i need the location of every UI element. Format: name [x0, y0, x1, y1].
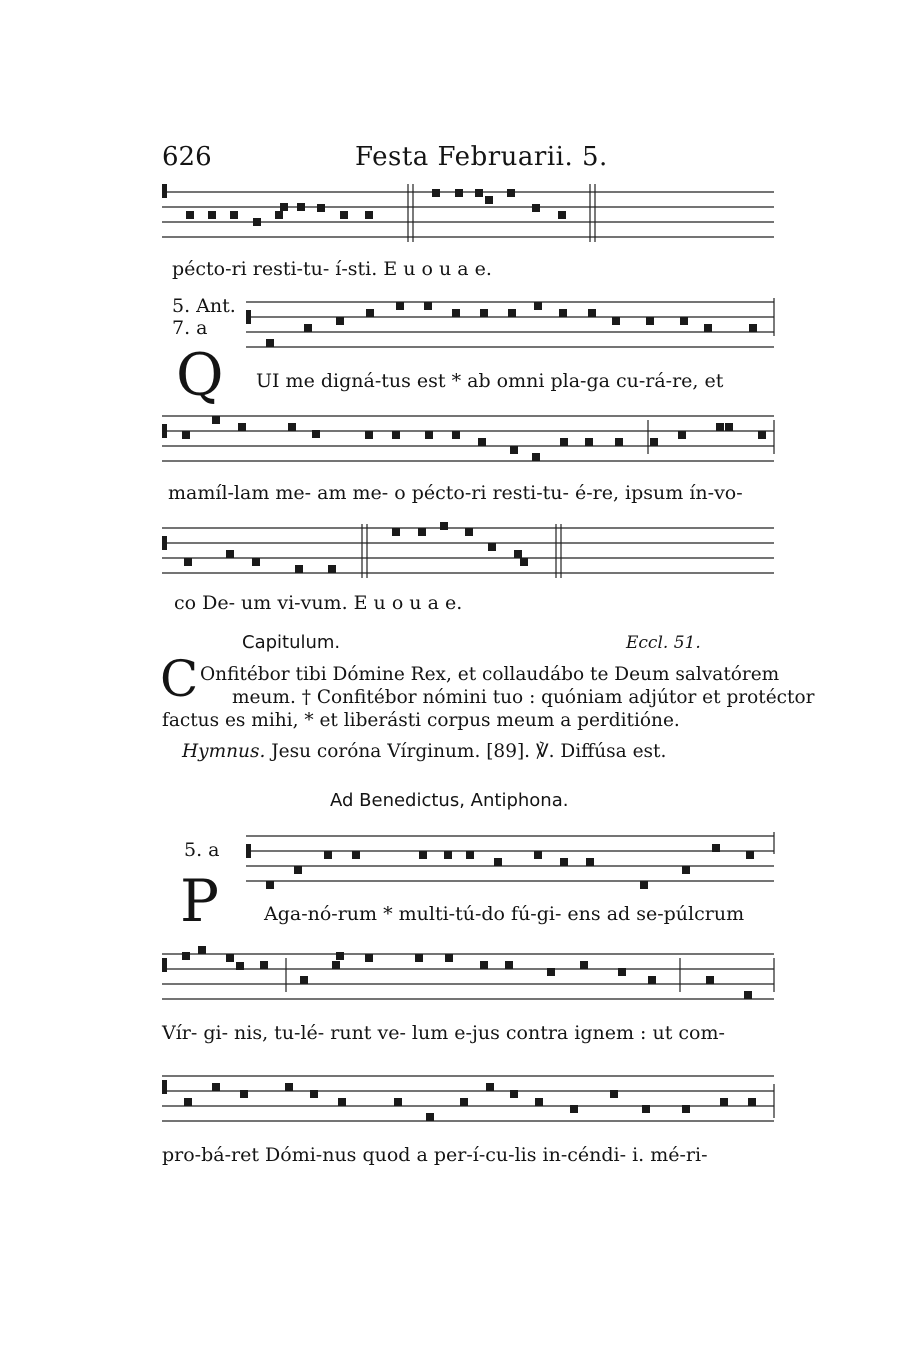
page-number: 626 [162, 142, 212, 172]
hymn-text: Jesu coróna Vírginum. [89]. ℣. Diffúsa est. [271, 741, 667, 762]
staff-svg-7 [160, 1064, 776, 1128]
staff-svg-1 [160, 180, 776, 244]
neumes-1 [162, 184, 566, 226]
staff-svg-2 [244, 296, 776, 360]
staff-svg-5 [244, 830, 776, 894]
neumes-3 [162, 416, 766, 461]
staff-svg-4 [160, 522, 776, 580]
capitulum-line-2: meum. † Confitébor nómini tuo : quóniam adjútor et protéctor [232, 687, 815, 708]
capitulum-line-3: factus es mihi, * et liberásti corpus meum a perditióne. [162, 710, 680, 731]
capitulum-heading: Capitulum. [242, 632, 341, 653]
neumes-4 [162, 522, 528, 573]
music-staff-1 [160, 180, 776, 244]
lyric-line-3: mamíl-lam me- am me- o pécto-ri resti-tu- é-re, ipsum ín-vo- [168, 482, 743, 504]
clef-icon [162, 1080, 167, 1094]
lyric-line-2: UI me digná-tus est * ab omni pla-ga cu-rá-re, et [256, 370, 724, 392]
capitulum-line-1: Onfitébor tibi Dómine Rex, et collaudábo te Deum salvatórem [200, 664, 780, 685]
clef-icon [246, 844, 251, 858]
neumes-2 [246, 302, 757, 347]
clef-icon [162, 958, 167, 972]
music-staff-6 [160, 942, 776, 1006]
staff-svg-6 [160, 942, 776, 1006]
antiphon-label: 5. Ant. [172, 295, 236, 317]
music-staff-4 [160, 522, 776, 580]
clef-icon [162, 424, 167, 438]
hymn-line [182, 741, 666, 762]
antiphon-mode: 7. a [172, 317, 208, 339]
neumes-7 [162, 1080, 756, 1121]
lyric-line-4: co De- um vi-vum. E u o u a e. [174, 592, 463, 614]
antiphon-initial: Q [176, 341, 224, 409]
benedictus-heading: Ad Benedictus, Antiphona. [330, 790, 569, 811]
clef-icon [246, 310, 251, 324]
staff-svg-3 [160, 410, 776, 468]
music-staff-5 [244, 830, 776, 894]
capitulum-reference: Eccl. 51. [626, 633, 701, 653]
lyric-line-1: pécto-ri resti-tu- í-sti. E u o u a e. [172, 258, 492, 280]
clef-icon [162, 536, 167, 550]
capitulum-initial: C [160, 650, 199, 708]
clef-icon [162, 184, 167, 198]
hymn-label: Hymnus. [182, 741, 266, 762]
lyric-line-6: Vír- gi- nis, tu-lé- runt ve- lum e-jus contra ignem : ut com- [162, 1022, 725, 1044]
lyric-line-7: pro-bá-ret Dómi-nus quod a per-í-cu-lis in-céndi- i. mé-ri- [162, 1144, 708, 1166]
music-staff-2 [244, 296, 776, 360]
music-staff-3 [160, 410, 776, 468]
lyric-line-5: Aga-nó-rum * multi-tú-do fú-gi- ens ad se-púlcrum [264, 903, 745, 925]
page-title: Festa Februarii. 5. [355, 142, 608, 172]
benedictus-initial: P [180, 867, 220, 935]
benedictus-mode: 5. a [184, 839, 220, 861]
music-staff-7 [160, 1064, 776, 1128]
